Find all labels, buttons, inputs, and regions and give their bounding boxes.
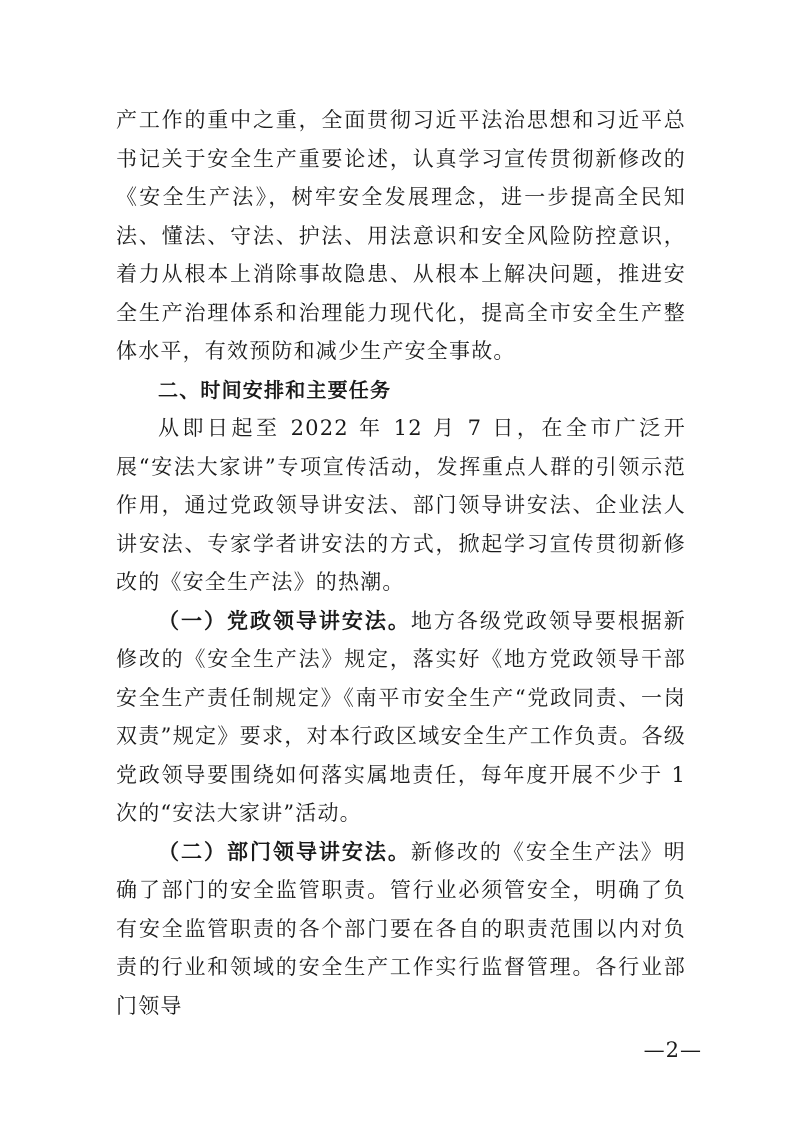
body-paragraph: 从即日起至 2022 年 12 月 7 日，在全市广泛开展“安法大家讲”专项宣传活动，发挥重点人群的引领示范作用，通过党政领导讲安法、部门领导讲安法、企业法人讲安法、专家学者讲安法的方式，掀起学习宣传贯彻新修改的《安全生产法》的热潮。 (116, 416, 686, 594)
item-lead: （一）党政领导讲安法。 (158, 607, 411, 633)
item-body: 新修改的《安全生产法》明确了部门的安全监管职责。管行业必须管安全，明确了负有安全监管职责的各个部门要在各自的职责范围以内对负责的行业和领域的安全生产工作实行监督管理。各行业部门领导 (116, 839, 687, 1018)
list-item-paragraph (116, 602, 686, 833)
body-paragraph-continuation: 产工作的重中之重，全面贯彻习近平法治思想和习近平总书记关于安全生产重要论述，认真学习宣传贯彻新修改的《安全生产法》，树牢安全发展理念，进一步提高全民知法、懂法、守法、护法、用法意识和安全风险防控意识，着力从根本上消除事故隐患、从根本上解决问题，推进安全生产治理体系和治理能力现代化，提高全市安全生产整体水平，有效预防和减少生产安全事故。 (116, 108, 686, 363)
list-item-paragraph (116, 833, 686, 1026)
item-lead: （二）部门领导讲安法。 (158, 838, 411, 864)
page-number: —2— (643, 1038, 702, 1062)
section-heading: 二、时间安排和主要任务 (158, 377, 392, 402)
item-body: 地方各级党政领导要根据新修改的《安全生产法》规定，落实好《地方党政领导干部安全生产责任制规定》《南平市安全生产“党政同责、一岗双责”规定》要求，对本行政区域安全生产工作负责。各级党政领导要围绕如何落实属地责任，每年度开展不少于 1 次的“安法大家讲”活动。 (116, 608, 687, 825)
